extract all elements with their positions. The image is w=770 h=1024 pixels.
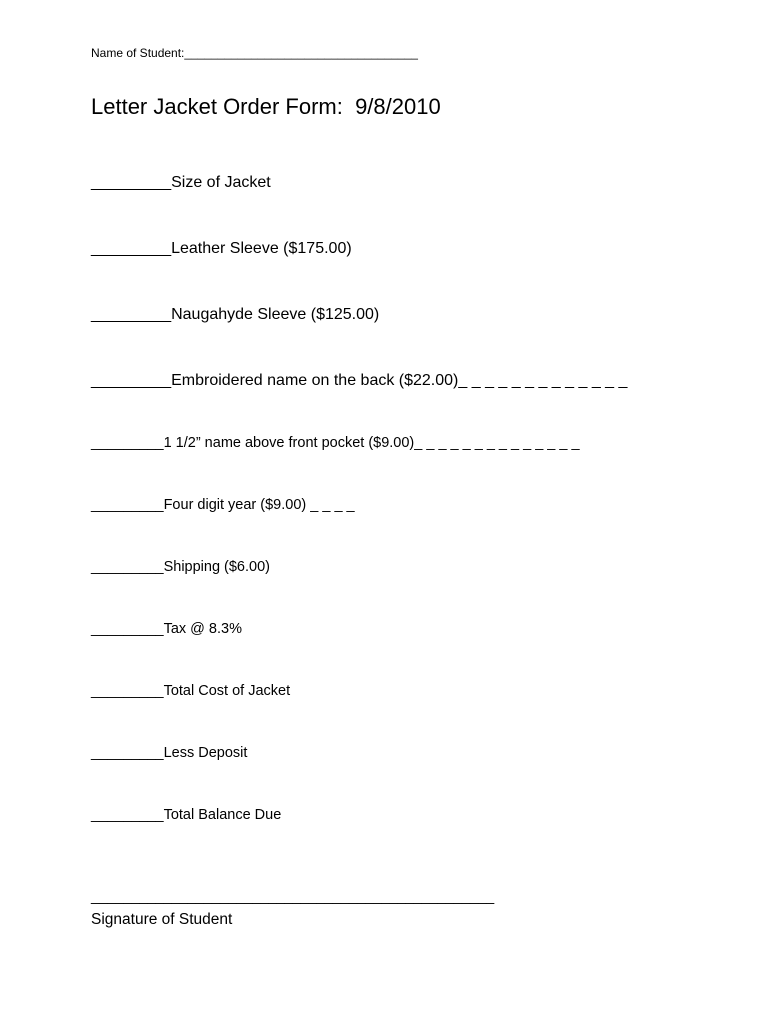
- item-blank[interactable]: _________: [91, 372, 172, 389]
- student-name-field[interactable]: [91, 47, 418, 59]
- item-label: Four digit year ($9.00): [163, 497, 311, 513]
- item-front-pocket-name: [91, 436, 580, 451]
- item-suffix-blank[interactable]: _ _ _ _ _ _ _ _ _ _ _ _ _: [458, 372, 628, 389]
- item-less-deposit: [91, 746, 247, 761]
- item-blank[interactable]: _________: [91, 745, 164, 761]
- item-label: Total Balance Due: [163, 807, 282, 823]
- item-naugahyde-sleeve: [91, 307, 379, 323]
- item-blank[interactable]: _________: [91, 435, 164, 451]
- item-label: Total Cost of Jacket: [163, 683, 291, 699]
- item-suffix-blank[interactable]: _ _ _ _: [310, 497, 355, 513]
- signature-line[interactable]: __________________________________________________: [91, 889, 495, 905]
- item-blank[interactable]: _________: [91, 683, 164, 699]
- item-label: Naugahyde Sleeve ($125.00): [171, 306, 380, 323]
- item-total-cost: [91, 684, 290, 699]
- item-label: Embroidered name on the back ($22.00): [171, 372, 459, 389]
- item-four-digit-year: [91, 498, 355, 513]
- student-name-blank[interactable]: ___________________________________: [184, 46, 418, 60]
- signature-label: Signature of Student: [91, 911, 233, 928]
- item-label: Size of Jacket: [171, 174, 271, 191]
- item-suffix-blank[interactable]: _ _ _ _ _ _ _ _ _ _ _ _ _ _: [414, 435, 580, 451]
- item-blank[interactable]: _________: [91, 240, 172, 257]
- item-blank[interactable]: _________: [91, 807, 164, 823]
- form-title: Letter Jacket Order Form: 9/8/2010: [91, 94, 441, 119]
- student-name-label: Name of Student:: [91, 46, 185, 60]
- item-blank[interactable]: _________: [91, 497, 164, 513]
- item-blank[interactable]: _________: [91, 174, 172, 191]
- item-shipping: [91, 560, 270, 575]
- item-label: Shipping ($6.00): [163, 559, 270, 575]
- item-tax: [91, 622, 242, 637]
- item-label: 1 1/2” name above front pocket ($9.00): [163, 435, 415, 451]
- item-total-balance-due: [91, 808, 281, 823]
- item-blank[interactable]: _________: [91, 559, 164, 575]
- item-embroidered-name: [91, 373, 627, 389]
- item-label: Less Deposit: [163, 745, 248, 761]
- item-blank[interactable]: _________: [91, 306, 172, 323]
- item-label: Tax @ 8.3%: [163, 621, 242, 637]
- item-leather-sleeve: [91, 241, 352, 257]
- item-blank[interactable]: _________: [91, 621, 164, 637]
- item-label: Leather Sleeve ($175.00): [171, 240, 352, 257]
- item-size-of-jacket: [91, 175, 271, 191]
